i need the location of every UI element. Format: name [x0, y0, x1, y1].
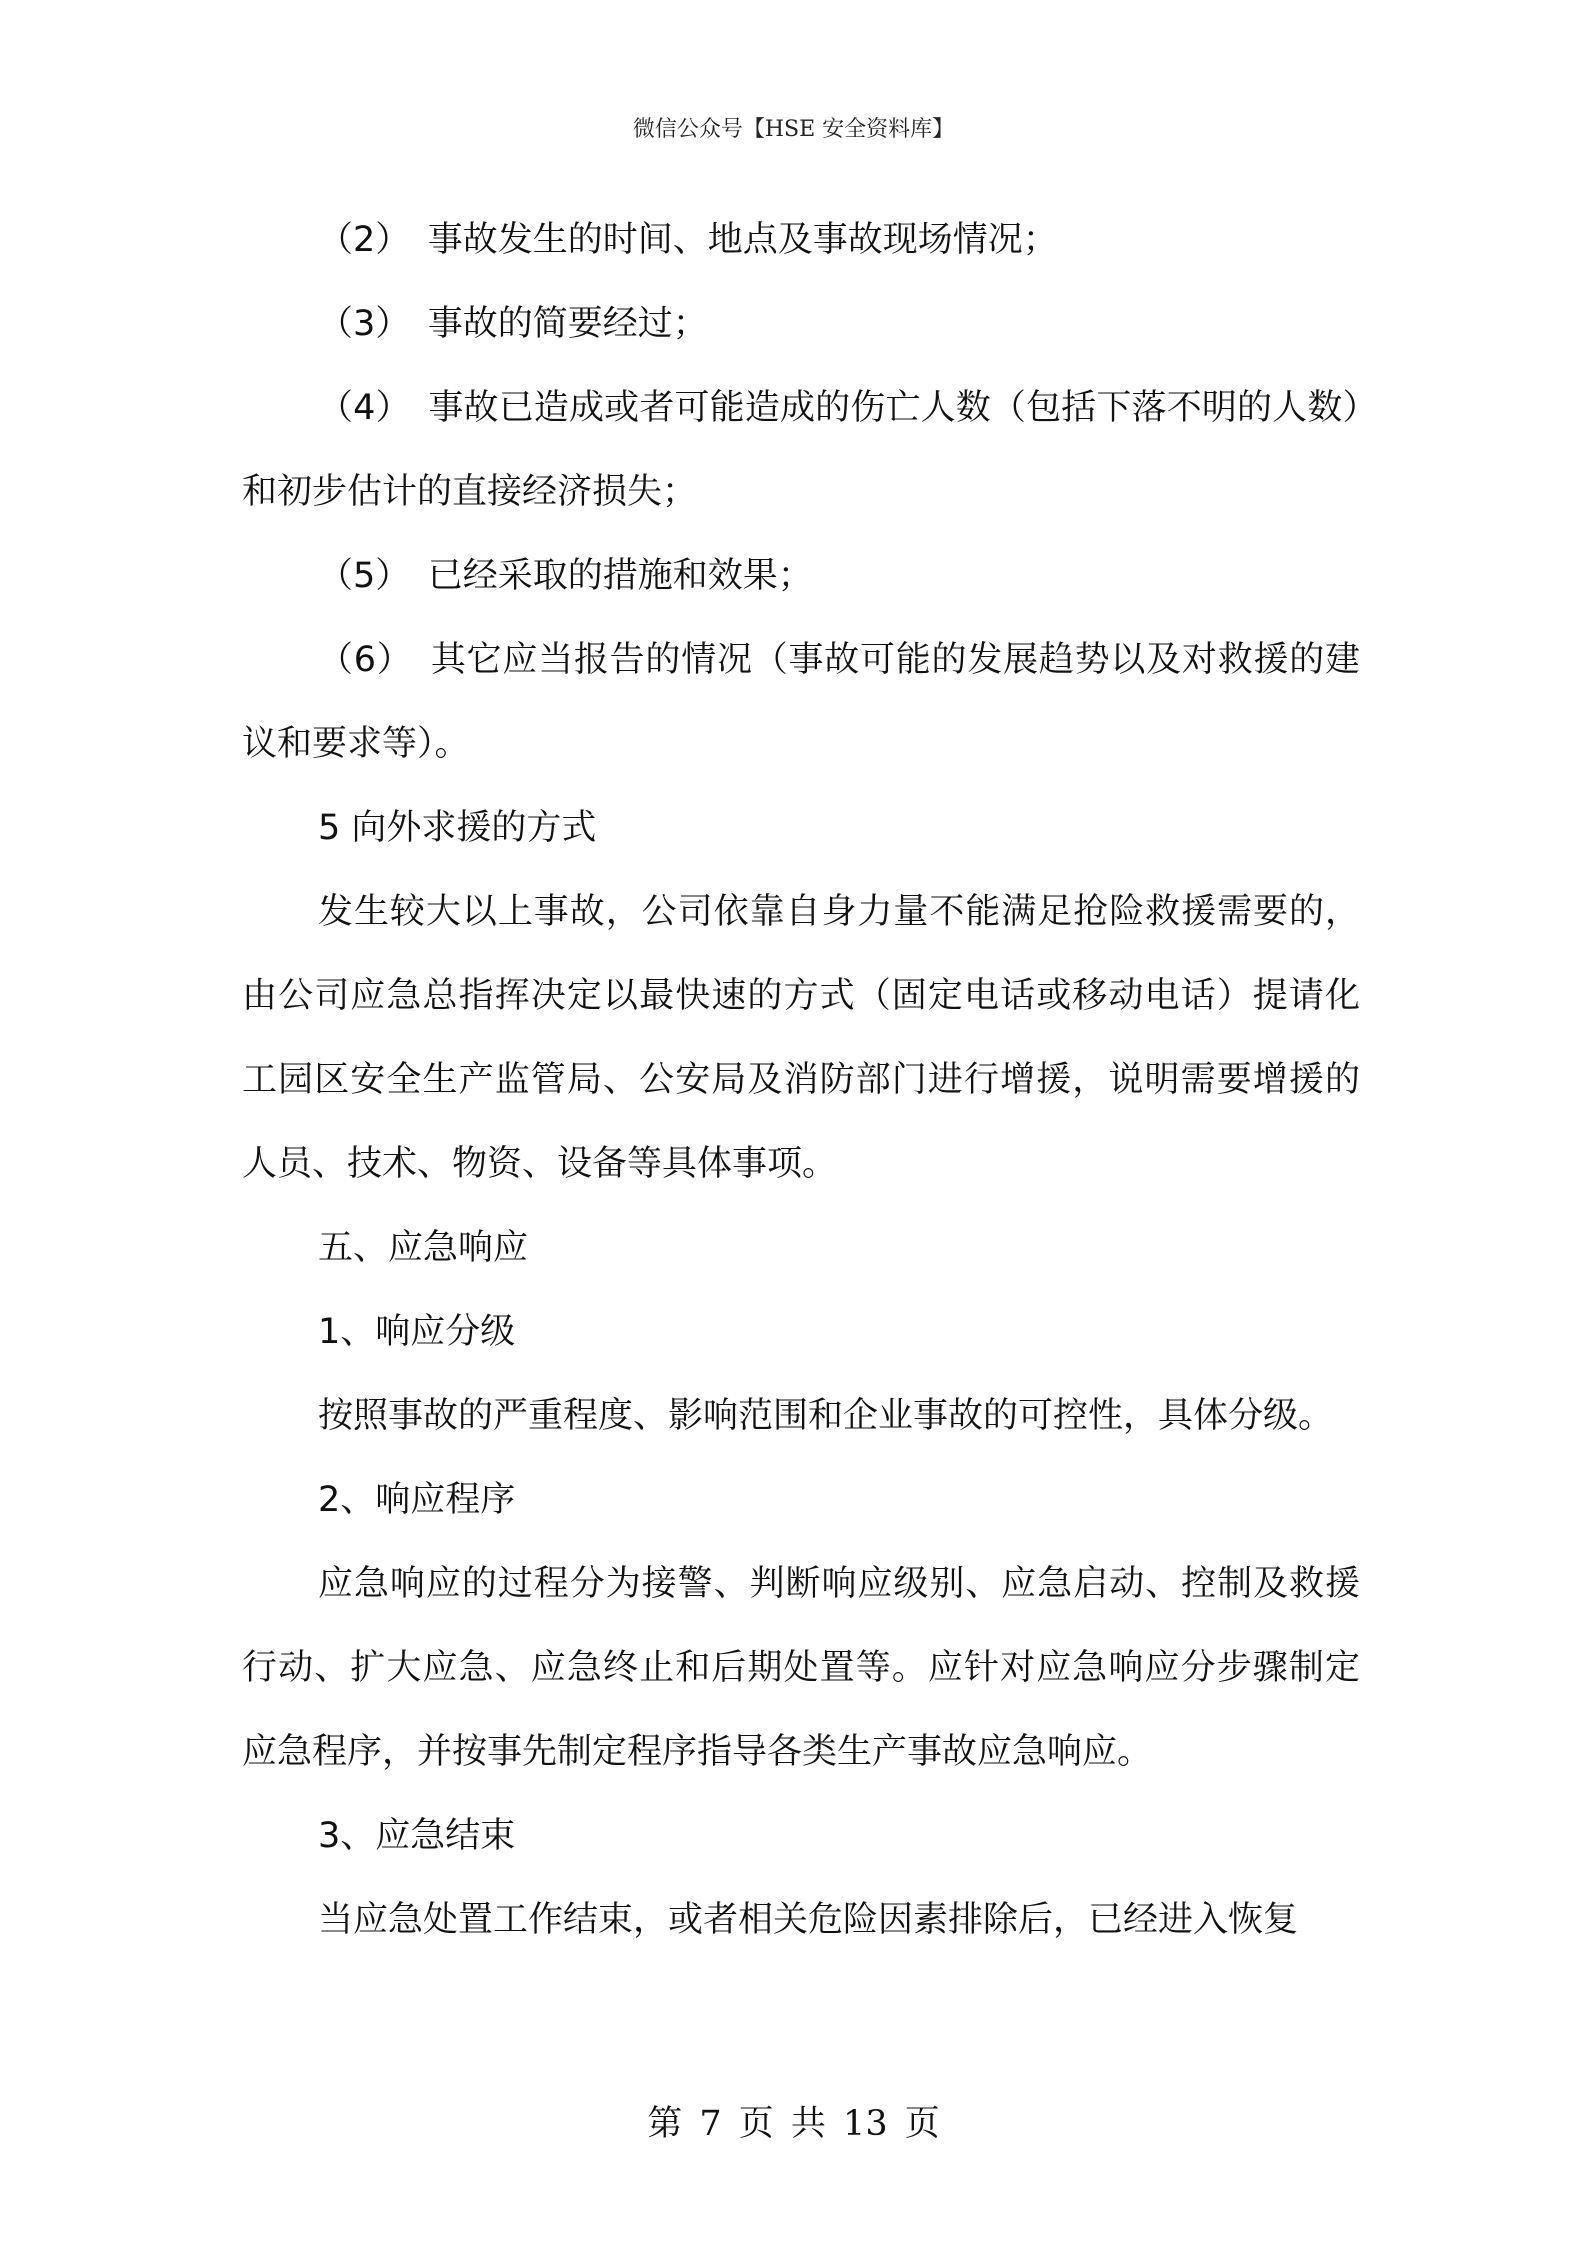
- heading-external-assistance: 5 向外求援的方式: [318, 808, 597, 848]
- heading-emergency-response: 五、应急响应: [318, 1228, 529, 1268]
- heading-response-procedure: 2、响应程序: [318, 1480, 516, 1520]
- paragraph-emergency-end: 当应急处置工作结束，或者相关危险因素排除后，已经进入恢复: [318, 1900, 1299, 1940]
- page-footer: 第 7 页 共 13 页: [647, 2104, 940, 2144]
- paragraph-response-procedure: 应急响应的过程分为接警、判断响应级别、应急启动、控制及救援行动、扩大应急、应急终止和后期处置等。应针对应急响应分步骤制定应急程序，并按事先制定程序指导各类生产事故应急响应。: [242, 1564, 1360, 1772]
- paragraph-report-item-2: （2） 事故发生的时间、地点及事故现场情况；: [318, 220, 1058, 260]
- paragraph-report-item-3: （3） 事故的简要经过；: [318, 304, 708, 344]
- paragraph-report-item-5: （5） 已经采取的措施和效果；: [318, 556, 813, 596]
- page-header: 微信公众号【HSE 安全资料库】: [632, 117, 955, 142]
- paragraph-external-assistance: 发生较大以上事故，公司依靠自身力量不能满足抢险救援需要的，由公司应急总指挥决定以最快速的方式（固定电话或移动电话）提请化工园区安全生产监管局、公安局及消防部门进行增援，说明需要增援的人员、技术、物资、设备等具体事项。: [242, 892, 1360, 1184]
- document-body: [242, 198, 1360, 1962]
- paragraph-report-item-6: （6） 其它应当报告的情况（事故可能的发展趋势以及对救援的建议和要求等）。: [242, 640, 1360, 764]
- paragraph-response-levels: 按照事故的严重程度、影响范围和企业事故的可控性，具体分级。: [318, 1396, 1334, 1436]
- paragraph-report-item-4: （4） 事故已造成或者可能造成的伤亡人数（包括下落不明的人数）和初步估计的直接经济损失；: [242, 388, 1360, 512]
- heading-response-levels: 1、响应分级: [318, 1312, 516, 1352]
- heading-emergency-end: 3、应急结束: [318, 1816, 516, 1856]
